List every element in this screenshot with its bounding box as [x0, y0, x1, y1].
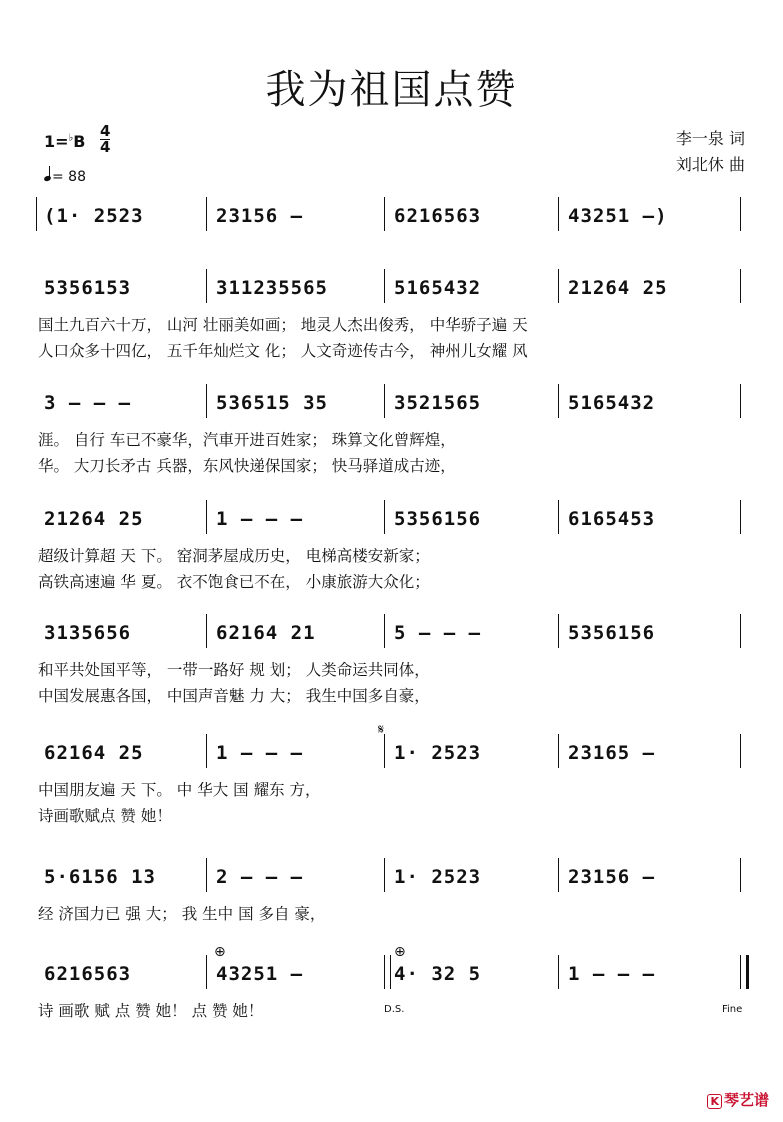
- segno-icon: 𝄋: [378, 722, 385, 738]
- measure-notes: 1· 2523: [394, 866, 482, 888]
- measure: [568, 277, 668, 307]
- measure-notes: 23156 –: [568, 866, 656, 888]
- notation-line: [38, 205, 746, 235]
- bar-line: [206, 500, 207, 534]
- measure-notes: 62164 25: [44, 742, 144, 764]
- bar-line: [206, 955, 207, 989]
- bar-line: [558, 955, 559, 989]
- lyric-line: 华。 大刀长矛古 兵器，东风快递保国家； 快马驿道成古迹，: [38, 457, 456, 475]
- measure-notes: 23165 –: [568, 742, 656, 764]
- measure: [568, 963, 655, 993]
- lyric-line: 诗画歌赋点 赞 她！: [38, 807, 172, 825]
- measure: [568, 742, 655, 772]
- measure-notes: 2 – – –: [216, 866, 304, 888]
- bar-line: [206, 269, 207, 303]
- measure-notes: 1· 2523: [394, 742, 482, 764]
- measure-notes: 311235565: [216, 277, 328, 299]
- page-title: 我为祖国点赞: [265, 67, 518, 113]
- notation-line: [38, 866, 746, 896]
- notation-line: [38, 963, 746, 993]
- measure: [44, 508, 144, 538]
- measure: [44, 205, 144, 235]
- time-signature: 4 4: [100, 122, 111, 156]
- bar-line: [558, 614, 559, 648]
- bar-line: [384, 500, 385, 534]
- bar-line: [740, 734, 741, 768]
- measure: [394, 508, 481, 538]
- measure: [394, 622, 481, 652]
- measure-notes: 5·6156 13: [44, 866, 156, 888]
- bar-line: [206, 614, 207, 648]
- measure: [44, 392, 131, 422]
- measure-notes: 1 – – –: [568, 963, 656, 985]
- bar-line: [558, 858, 559, 892]
- tempo-marking: = 88: [44, 168, 86, 185]
- measure: [216, 205, 303, 235]
- measure: [216, 508, 303, 538]
- measure-notes: 1 – – –: [216, 508, 304, 530]
- measure: [394, 205, 481, 235]
- lyric-line: 中国朋友遍 天 下。 中 华大 国 耀东 方，: [38, 781, 321, 799]
- bar-line: [206, 734, 207, 768]
- bar-line: [558, 197, 559, 231]
- composer-credit: 刘北休 曲: [675, 155, 745, 174]
- measure: [44, 742, 144, 772]
- measure: [44, 622, 131, 652]
- measure: [568, 205, 668, 235]
- bar-line: [558, 269, 559, 303]
- bar-line: [206, 858, 207, 892]
- measure-notes: 62164 21: [216, 622, 316, 644]
- bar-line: [740, 614, 741, 648]
- lyric-line: 中国发展惠各国， 中国声音魅 力 大； 我生中国多自豪，: [38, 687, 430, 705]
- flat-icon: ♭: [68, 132, 74, 144]
- key-signature: 1=♭B: [44, 132, 86, 151]
- measure: [44, 963, 131, 993]
- lyric-line: 国土九百六十万， 山河 壮丽美如画； 地灵人杰出俊秀， 中华骄子遍 天: [38, 316, 528, 334]
- measure: [568, 508, 655, 538]
- ds-marking: D.S.: [384, 1004, 405, 1015]
- measure: [394, 963, 481, 993]
- bar-line: [384, 197, 385, 231]
- measure-notes: (1· 2523: [44, 205, 144, 227]
- measure-notes: 536515 35: [216, 392, 328, 414]
- measure: [568, 622, 655, 652]
- coda-icon: ⊕: [214, 944, 226, 960]
- bar-line: [36, 197, 37, 231]
- bar-line: [558, 384, 559, 418]
- measure-notes: 23156 –: [216, 205, 304, 227]
- measure: [216, 742, 303, 772]
- bar-line: [740, 197, 741, 231]
- coda-icon: ⊕: [394, 944, 406, 960]
- lyricist-credit: 李一泉 词: [675, 129, 745, 148]
- measure: [216, 392, 328, 422]
- bar-line: [558, 734, 559, 768]
- bar-line: [740, 384, 741, 418]
- fine-marking: Fine: [722, 1004, 743, 1015]
- bar-line: [384, 955, 391, 989]
- bar-line: [384, 858, 385, 892]
- measure-notes: 5356153: [44, 277, 132, 299]
- measure: [568, 866, 655, 896]
- measure: [216, 277, 328, 307]
- measure-notes: 6216563: [44, 963, 132, 985]
- measure: [394, 392, 481, 422]
- lyric-line: 和平共处国平等， 一带一路好 规 划； 人类命运共同体，: [38, 661, 430, 679]
- quarter-note-icon: [43, 175, 51, 182]
- notation-line: [38, 508, 746, 538]
- measure-notes: 43251 –): [568, 205, 668, 227]
- bar-line: [384, 269, 385, 303]
- bar-line: [384, 614, 385, 648]
- measure: [44, 866, 156, 896]
- measure: [44, 277, 131, 307]
- notation-line: [38, 622, 746, 652]
- measure-notes: 21264 25: [568, 277, 668, 299]
- measure-notes: 21264 25: [44, 508, 144, 530]
- logo: K 琴艺谱: [707, 1089, 769, 1110]
- notation-line: [38, 277, 746, 307]
- lyric-line: 经 济国力已 强 大； 我 生中 国 多自 豪，: [38, 905, 326, 923]
- measure-notes: 3 – – –: [44, 392, 132, 414]
- measure: [394, 866, 481, 896]
- notation-line: [38, 392, 746, 422]
- bar-line: [384, 734, 385, 768]
- measure-notes: 3521565: [394, 392, 482, 414]
- measure-notes: 3135656: [44, 622, 132, 644]
- measure: [394, 277, 481, 307]
- measure-notes: 5356156: [568, 622, 656, 644]
- measure-notes: 4· 32 5: [394, 963, 482, 985]
- measure: [216, 866, 303, 896]
- lyric-line: 涯。 自行 车已不豪华，汽車开进百姓家； 珠算文化曾辉煌，: [38, 431, 456, 449]
- lyric-line: 高铁高速遍 华 夏。 衣不饱食已不在， 小康旅游大众化；: [38, 573, 430, 591]
- lyric-line: 人口众多十四亿， 五千年灿烂文 化； 人文奇迹传古今， 神州儿女耀 风: [38, 342, 528, 360]
- measure: [216, 963, 303, 993]
- bar-line: [740, 269, 741, 303]
- measure-notes: 5 – – –: [394, 622, 482, 644]
- notation-line: [38, 742, 746, 772]
- bar-line: [740, 955, 749, 989]
- bar-line: [206, 197, 207, 231]
- lyric-line: 超级计算超 天 下。 窑洞茅屋成历史， 电梯高楼安新家；: [38, 547, 430, 565]
- measure-notes: 5165432: [568, 392, 656, 414]
- measure: [216, 622, 316, 652]
- bar-line: [206, 384, 207, 418]
- bar-line: [740, 500, 741, 534]
- bar-line: [384, 384, 385, 418]
- measure: [394, 742, 481, 772]
- measure: [568, 392, 655, 422]
- logo-icon: K: [707, 1094, 722, 1109]
- lyric-line: 诗 画歌 赋 点 赞 她！ 点 赞 她！: [38, 1002, 264, 1020]
- measure-notes: 5356156: [394, 508, 482, 530]
- measure-notes: 1 – – –: [216, 742, 304, 764]
- bar-line: [558, 500, 559, 534]
- measure-notes: 6216563: [394, 205, 482, 227]
- measure-notes: 6165453: [568, 508, 656, 530]
- measure-notes: 5165432: [394, 277, 482, 299]
- bar-line: [740, 858, 741, 892]
- measure-notes: 43251 –: [216, 963, 304, 985]
